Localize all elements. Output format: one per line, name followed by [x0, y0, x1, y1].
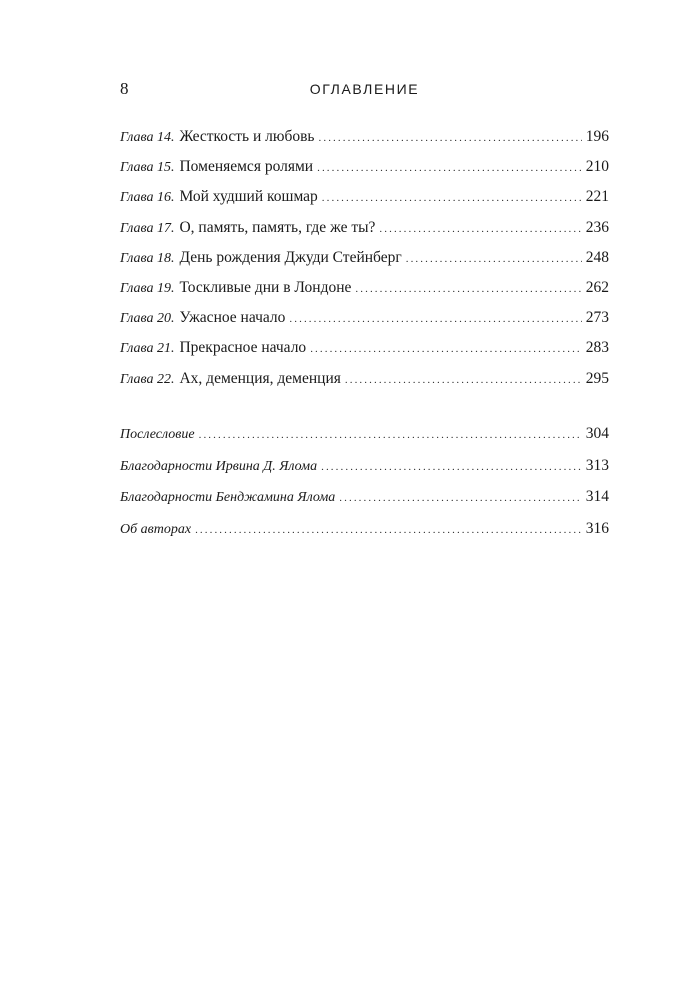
dot-leader — [321, 452, 582, 482]
page-ref: 313 — [585, 456, 609, 474]
chapter-title: Тоскливые дни в Лондоне — [179, 278, 352, 296]
chapter-number: Глава 14. — [120, 130, 175, 145]
dot-leader — [355, 274, 581, 304]
toc-entry — [120, 419, 609, 451]
chapter-title: Прекрасное начало — [179, 339, 307, 357]
chapter-number: Глава 17. — [120, 220, 175, 236]
toc-entry — [120, 273, 609, 303]
dot-leader — [319, 123, 582, 153]
chapter-title: Ужасное начало — [179, 309, 286, 327]
page-header — [120, 77, 609, 101]
toc-entry — [120, 213, 609, 243]
dot-leader — [289, 304, 581, 334]
chapter-number: Глава 22. — [120, 371, 175, 387]
page-ref: 221 — [585, 188, 609, 206]
dot-leader — [322, 183, 582, 213]
dot-leader — [345, 365, 582, 395]
dot-leader — [379, 214, 581, 244]
page-number: 8 — [120, 79, 129, 98]
dot-leader — [406, 244, 582, 274]
page-ref: 316 — [585, 519, 609, 537]
section-title: Благодарности Ирвина Д. Ялома — [120, 458, 318, 474]
chapter-title: Ах, деменция, деменция — [179, 369, 341, 387]
toc-back-matter-list — [120, 419, 609, 545]
dot-leader — [199, 420, 582, 450]
page-ref: 273 — [585, 309, 609, 327]
page-ref: 283 — [585, 339, 609, 357]
section-title: Послесловие — [120, 427, 195, 442]
page-ref: 314 — [585, 488, 609, 505]
toc-entry — [120, 482, 609, 514]
toc-entry — [120, 182, 609, 212]
toc-entry — [120, 333, 609, 363]
toc-entry — [120, 243, 609, 273]
dot-leader — [195, 515, 582, 545]
page-ref: 236 — [585, 218, 609, 236]
chapter-title: О, память, память, где же ты? — [179, 218, 376, 236]
chapter-number: Глава 15. — [120, 160, 175, 176]
page-ref: 196 — [585, 128, 609, 145]
toc-chapters-list — [120, 122, 609, 394]
chapter-number: Глава 20. — [120, 311, 175, 327]
toc-entry — [120, 364, 609, 394]
page-ref: 248 — [585, 248, 609, 266]
toc-entry — [120, 122, 609, 152]
dot-leader — [317, 153, 582, 183]
page-ref: 295 — [585, 369, 609, 387]
page-ref: 210 — [585, 158, 609, 176]
chapter-title: Жесткость и любовь — [179, 128, 315, 145]
page-ref: 304 — [585, 425, 609, 442]
chapter-number: Глава 21. — [120, 341, 175, 357]
section-title: Благодарности Бенджамина Ялома — [120, 490, 336, 505]
page-ref: 262 — [585, 278, 609, 296]
toc-entry — [120, 514, 609, 546]
chapter-title: Поменяемся ролями — [179, 158, 314, 176]
dot-leader — [310, 334, 582, 364]
toc-entry — [120, 303, 609, 333]
running-title: ОГЛАВЛЕНИЕ — [309, 81, 420, 97]
chapter-number: Глава 18. — [120, 250, 175, 266]
chapter-number: Глава 19. — [120, 280, 175, 296]
chapter-number: Глава 16. — [120, 190, 175, 206]
toc-entry — [120, 152, 609, 182]
dot-leader — [339, 483, 581, 513]
toc-entry — [120, 451, 609, 483]
section-title: Об авторах — [120, 521, 192, 537]
chapter-title: Мой худший кошмар — [179, 188, 318, 206]
chapter-title: День рождения Джуди Стейнберг — [179, 248, 402, 266]
